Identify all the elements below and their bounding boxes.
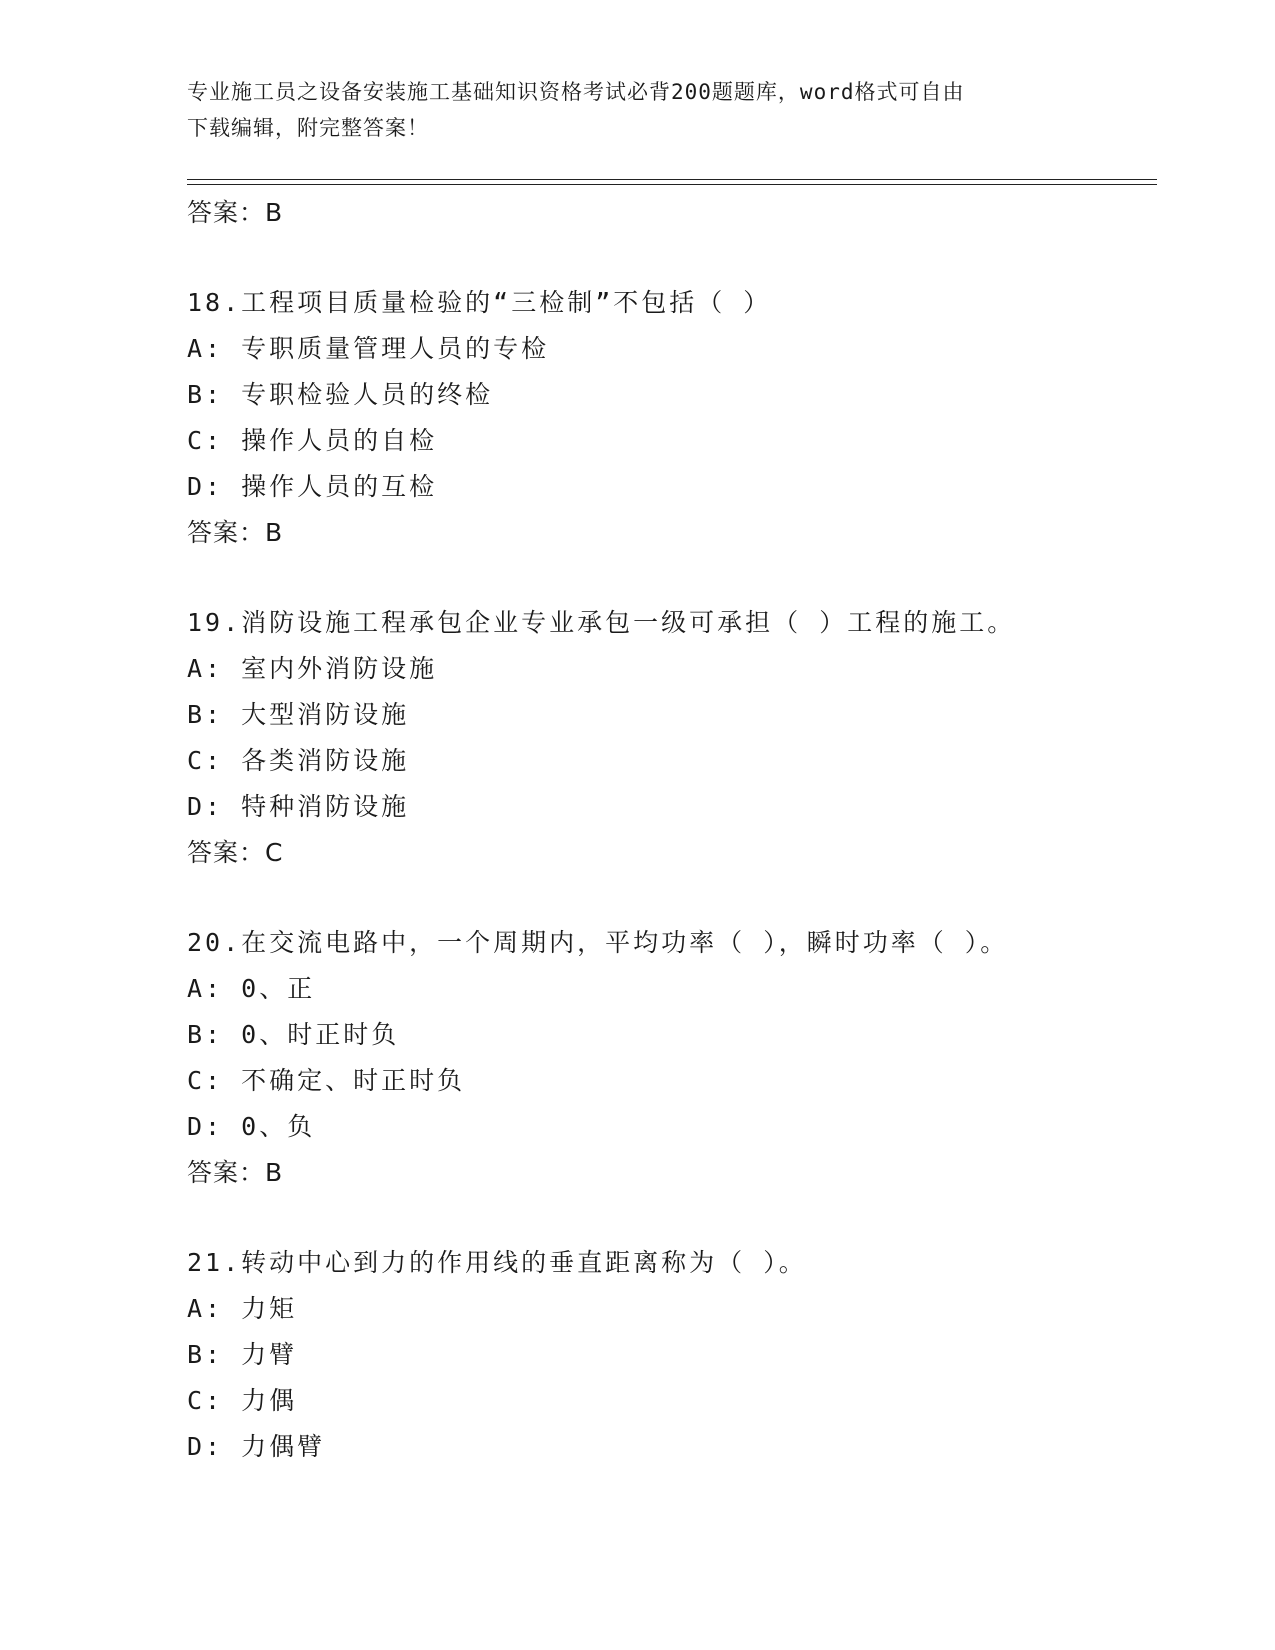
option-b: B: 专职检验人员的终检 — [187, 380, 494, 409]
option-c: C: 力偶 — [187, 1386, 298, 1415]
question-block-18 — [187, 280, 1157, 556]
question-list — [187, 190, 1157, 1470]
option-b: B: 大型消防设施 — [187, 700, 410, 729]
question-block-20 — [187, 920, 1157, 1196]
question-text: 18.工程项目质量检验的“三检制”不包括（ ） — [187, 288, 772, 317]
question-text: 20.在交流电路中，一个周期内，平均功率（ ），瞬时功率（ ）。 — [187, 928, 1009, 957]
header-line-2: 下载编辑，附完整答案！ — [187, 116, 429, 140]
answer-line: 答案：B — [187, 198, 284, 227]
option-d: D: 操作人员的互检 — [187, 472, 438, 501]
option-c: C: 各类消防设施 — [187, 746, 410, 775]
document-header — [187, 74, 1087, 146]
answer-line: 答案：C — [187, 838, 284, 867]
option-b: B: 力臂 — [187, 1340, 298, 1369]
option-d: D: 特种消防设施 — [187, 792, 410, 821]
answer-line: 答案：B — [187, 518, 284, 547]
question-text: 19.消防设施工程承包企业专业承包一级可承担（ ）工程的施工。 — [187, 608, 1016, 637]
question-block-19 — [187, 600, 1157, 876]
answer-line: 答案：B — [187, 1158, 284, 1187]
question-text: 21.转动中心到力的作用线的垂直距离称为（ ）。 — [187, 1248, 807, 1277]
header-line-1: 专业施工员之设备安装施工基础知识资格考试必背200题题库，word格式可自由 — [187, 80, 965, 104]
option-a: A: 0、正 — [187, 974, 316, 1003]
option-b: B: 0、时正时负 — [187, 1020, 400, 1049]
question-block-21 — [187, 1240, 1157, 1470]
header-divider-bottom — [187, 184, 1157, 185]
header-divider-top — [187, 179, 1157, 180]
option-d: D: 力偶臂 — [187, 1432, 326, 1461]
option-a: A: 室内外消防设施 — [187, 654, 438, 683]
option-d: D: 0、负 — [187, 1112, 316, 1141]
option-a: A: 力矩 — [187, 1294, 298, 1323]
option-c: C: 操作人员的自检 — [187, 426, 438, 455]
option-c: C: 不确定、时正时负 — [187, 1066, 466, 1095]
option-a: A: 专职质量管理人员的专检 — [187, 334, 550, 363]
